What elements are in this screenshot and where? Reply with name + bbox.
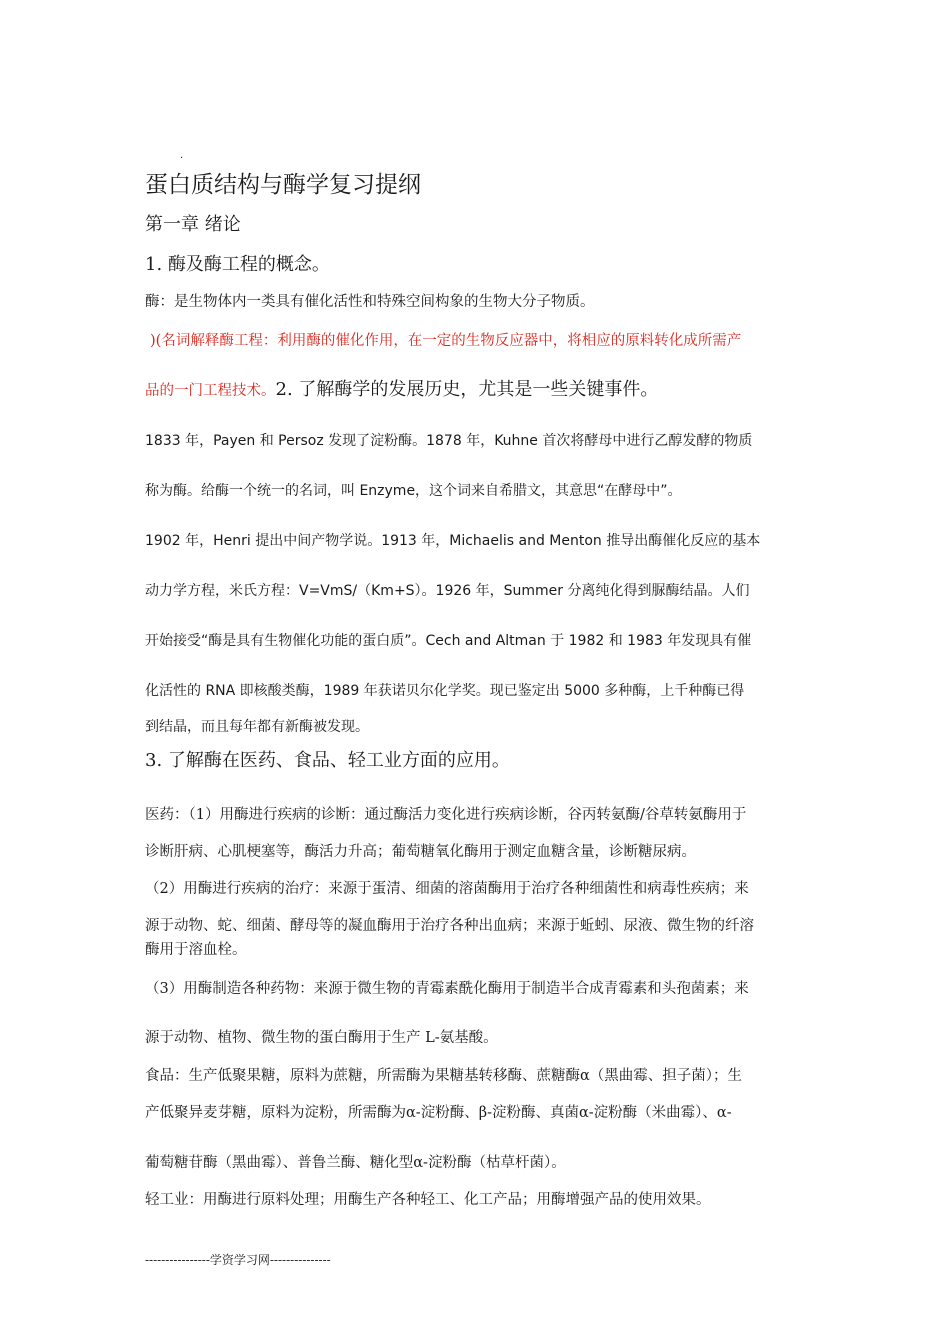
mixed-line: [145, 378, 658, 402]
application-line: （2）用酶进行疾病的治疗：来源于蛋清、细菌的溶菌酶用于治疗各种细菌性和病毒性疾病；来: [145, 881, 749, 897]
application-line: 产低聚异麦芽糖，原料为淀粉，所需酶为α-淀粉酶、β-淀粉酶、真菌α-淀粉酶（米曲霉）、α-: [145, 1105, 732, 1121]
section-1-heading: 1. 酶及酶工程的概念。: [145, 254, 330, 275]
footer-watermark: ----------------学资学习网---------------: [145, 1253, 331, 1267]
application-line: 源于动物、植物、微生物的蛋白酶用于生产 L-氨基酸。: [145, 1030, 498, 1046]
history-line: 开始接受“酶是具有生物催化功能的蛋白质”。Cech and Altman 于 1982 和 1983 年发现具有催: [145, 633, 752, 649]
history-line: 1902 年，Henri 提出中间产物学说。1913 年，Michaelis and Menton 推导出酶催化反应的基本: [145, 533, 761, 549]
enzyme-engineering-definition-line1: )(名词解释酶工程：利用酶的催化作用，在一定的生物反应器中，将相应的原料转化成所需产: [150, 333, 742, 349]
history-line: 称为酶。给酶一个统一的名词，叫 Enzyme，这个词来自希腊文，其意思“在酵母中”。: [145, 483, 682, 499]
stray-dot: .: [180, 150, 184, 161]
history-line: 动力学方程，米氏方程：V=VmS/（Km+S）。1926 年，Summer 分离纯化得到脲酶结晶。人们: [145, 583, 750, 599]
enzyme-engineering-definition-line2: 品的一门工程技术。: [145, 383, 276, 399]
application-line: 诊断肝病、心肌梗塞等，酶活力升高；葡萄糖氧化酶用于测定血糖含量，诊断糖尿病。: [145, 844, 696, 860]
application-line: （3）用酶制造各种药物：来源于微生物的青霉素酰化酶用于制造半合成青霉素和头孢菌素；来: [145, 981, 749, 997]
page-title: 蛋白质结构与酶学复习提纲: [145, 172, 421, 198]
history-line: 化活性的 RNA 即核酸类酶，1989 年获诺贝尔化学奖。现已鉴定出 5000 多种酶，上千种酶已得: [145, 683, 745, 699]
chapter-heading: 第一章 绪论: [145, 214, 241, 235]
section-2-heading: 2. 了解酶学的发展历史，尤其是一些关键事件。: [275, 379, 659, 400]
history-line: 1833 年，Payen 和 Persoz 发现了淀粉酶。1878 年，Kuhne 首次将酵母中进行乙醇发酵的物质: [145, 433, 753, 449]
enzyme-definition: 酶：是生物体内一类具有催化活性和特殊空间构象的生物大分子物质。: [145, 294, 595, 310]
history-line: 到结晶，而且每年都有新酶被发现。: [145, 719, 369, 735]
application-line: 医药：（1）用酶进行疾病的诊断：通过酶活力变化进行疾病诊断，谷丙转氨酶/谷草转氨酶用于: [145, 807, 747, 823]
application-line: 酶用于溶血栓。: [145, 942, 247, 958]
application-line: 食品：生产低聚果糖，原料为蔗糖，所需酶为果糖基转移酶、蔗糖酶α（黑曲霉、担子菌）；生: [145, 1068, 743, 1084]
section-3-heading: 3. 了解酶在医药、食品、轻工业方面的应用。: [145, 750, 510, 771]
application-line: 轻工业：用酶进行原料处理；用酶生产各种轻工、化工产品；用酶增强产品的使用效果。: [145, 1192, 711, 1208]
application-line: 源于动物、蛇、细菌、酵母等的凝血酶用于治疗各种出血病；来源于蚯蚓、尿液、微生物的纤溶: [145, 918, 754, 934]
application-line: 葡萄糖苷酶（黑曲霉）、普鲁兰酶、糖化型α-淀粉酶（枯草杆菌）。: [145, 1155, 566, 1171]
